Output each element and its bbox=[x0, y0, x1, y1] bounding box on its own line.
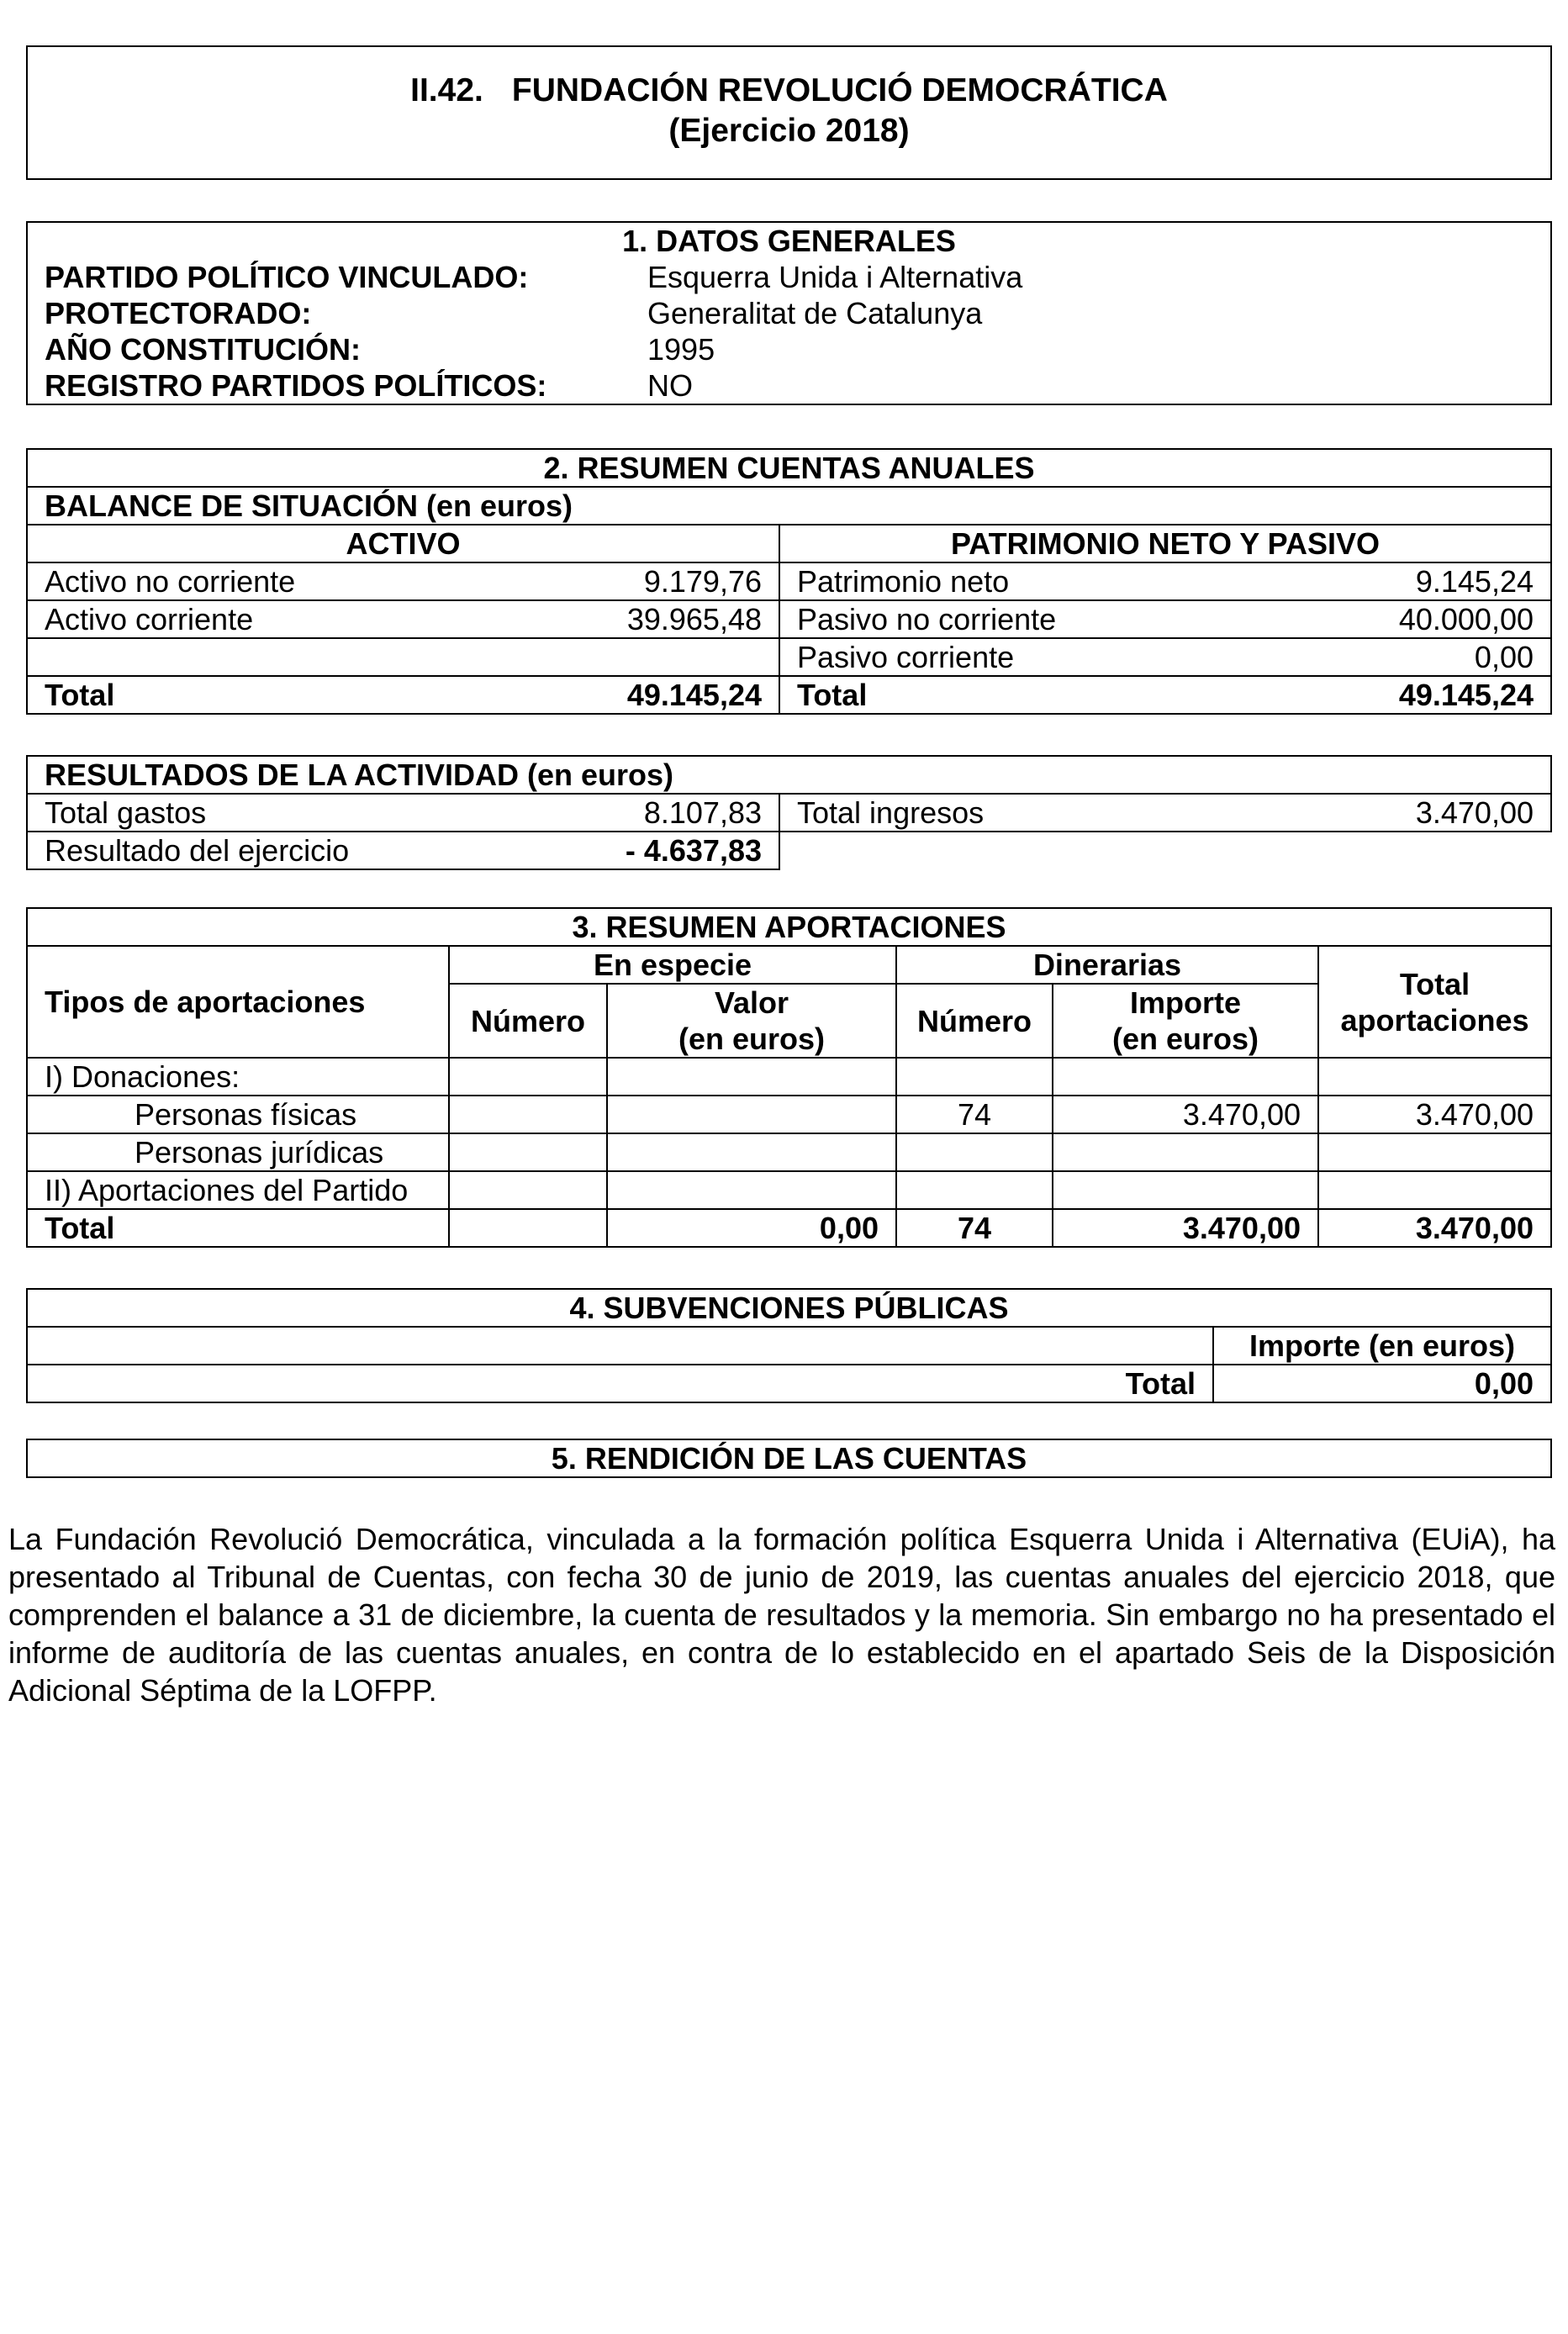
importe-total-cell: 3.470,00 bbox=[1053, 1209, 1318, 1247]
activo-value: 9.179,76 bbox=[569, 562, 779, 600]
table-row bbox=[27, 295, 1551, 331]
activo-value: 39.965,48 bbox=[569, 600, 779, 638]
aportaciones-heading: 3. RESUMEN APORTACIONES bbox=[27, 908, 1551, 946]
col-numero-especie: Número bbox=[449, 984, 607, 1058]
activo-header: ACTIVO bbox=[27, 525, 779, 562]
pasivo-header: PATRIMONIO NETO Y PASIVO bbox=[779, 525, 1551, 562]
resumen-cuentas-heading: 2. RESUMEN CUENTAS ANUALES bbox=[27, 449, 1551, 487]
col-numero-dinerarias: Número bbox=[896, 984, 1053, 1058]
row-label: REGISTRO PARTIDOS POLÍTICOS: bbox=[45, 368, 547, 403]
importe-header: Importe (en euros) bbox=[1213, 1327, 1551, 1365]
tipo-cell: Personas físicas bbox=[27, 1096, 449, 1133]
document-title-box bbox=[26, 45, 1552, 180]
datos-generales-table bbox=[26, 221, 1552, 405]
table-row bbox=[27, 562, 1551, 600]
table-row bbox=[27, 331, 1551, 367]
row-value: NO bbox=[647, 368, 693, 403]
valor-cell bbox=[607, 1171, 896, 1209]
subvenciones-table bbox=[26, 1288, 1552, 1403]
subvenciones-heading: 4. SUBVENCIONES PÚBLICAS bbox=[27, 1289, 1551, 1327]
balance-title: BALANCE DE SITUACIÓN (en euros) bbox=[27, 487, 1551, 525]
col-importe-header bbox=[1053, 984, 1318, 1058]
numero-dinerarias-cell: 74 bbox=[896, 1096, 1053, 1133]
numero-dinerarias-cell bbox=[896, 1058, 1053, 1096]
resultados-table bbox=[26, 755, 1552, 870]
col-importe-line2: (en euros) bbox=[1111, 1022, 1259, 1056]
row-label: AÑO CONSTITUCIÓN: bbox=[45, 332, 361, 367]
activo-value bbox=[569, 638, 779, 676]
ingresos-value: 3.470,00 bbox=[1317, 794, 1551, 832]
activo-total-label: Total bbox=[27, 676, 569, 714]
subvenciones-total-value: 0,00 bbox=[1213, 1365, 1551, 1402]
col-valor-header bbox=[607, 984, 896, 1058]
gastos-label: Total gastos bbox=[27, 794, 569, 832]
importe-cell: 3.470,00 bbox=[1053, 1096, 1318, 1133]
tipo-cell: I) Donaciones: bbox=[27, 1058, 449, 1096]
resultados-title: RESULTADOS DE LA ACTIVIDAD (en euros) bbox=[27, 756, 1551, 794]
total-cell bbox=[1318, 1058, 1551, 1096]
valor-cell bbox=[607, 1096, 896, 1133]
col-total-line2: aportaciones bbox=[1340, 1002, 1529, 1038]
balance-table bbox=[26, 448, 1552, 715]
numero-especie-total-cell bbox=[449, 1209, 607, 1247]
valor-cell bbox=[607, 1058, 896, 1096]
total-cell bbox=[1318, 1133, 1551, 1171]
col-importe-line1: Importe bbox=[1129, 985, 1241, 1020]
activo-label bbox=[27, 638, 569, 676]
table-row bbox=[27, 1171, 1551, 1209]
col-tipos-header: Tipos de aportaciones bbox=[27, 946, 449, 1058]
row-value: Generalitat de Catalunya bbox=[647, 296, 983, 330]
group-especie-header: En especie bbox=[449, 946, 896, 984]
empty-cell bbox=[27, 1327, 1213, 1365]
table-row bbox=[27, 1133, 1551, 1171]
importe-cell bbox=[1053, 1058, 1318, 1096]
resultado-value: - 4.637,83 bbox=[569, 832, 779, 869]
table-row-total bbox=[27, 1365, 1551, 1402]
table-row bbox=[27, 794, 1551, 832]
numero-especie-cell bbox=[449, 1133, 607, 1171]
group-dinerarias-header: Dinerarias bbox=[896, 946, 1318, 984]
table-row bbox=[27, 832, 1551, 869]
tipo-total-cell: Total bbox=[27, 1209, 449, 1247]
foundation-name: FUNDACIÓN REVOLUCIÓ DEMOCRÁTICA bbox=[511, 72, 1168, 108]
pasivo-total-value: 49.145,24 bbox=[1317, 676, 1551, 714]
valor-cell bbox=[607, 1133, 896, 1171]
total-cell bbox=[1318, 1171, 1551, 1209]
rendicion-heading: 5. RENDICIÓN DE LAS CUENTAS bbox=[27, 1439, 1551, 1477]
col-total-header bbox=[1318, 946, 1551, 1058]
table-row bbox=[27, 367, 1551, 404]
activo-label: Activo no corriente bbox=[27, 562, 569, 600]
table-row bbox=[27, 1096, 1551, 1133]
pasivo-label: Pasivo no corriente bbox=[779, 600, 1317, 638]
row-value: Esquerra Unida i Alternativa bbox=[647, 260, 1023, 294]
pasivo-value: 0,00 bbox=[1317, 638, 1551, 676]
numero-especie-cell bbox=[449, 1058, 607, 1096]
tipo-cell: Personas jurídicas bbox=[27, 1133, 449, 1171]
table-row-total bbox=[27, 1209, 1551, 1247]
tipo-cell: II) Aportaciones del Partido bbox=[27, 1171, 449, 1209]
table-row bbox=[27, 638, 1551, 676]
empty-cell bbox=[779, 832, 1551, 869]
table-row bbox=[27, 259, 1551, 295]
importe-cell bbox=[1053, 1133, 1318, 1171]
table-row-total bbox=[27, 676, 1551, 714]
aportaciones-table bbox=[26, 907, 1552, 1248]
total-cell: 3.470,00 bbox=[1318, 1096, 1551, 1133]
pasivo-label: Pasivo corriente bbox=[779, 638, 1317, 676]
col-valor-line1: Valor bbox=[714, 985, 789, 1020]
importe-cell bbox=[1053, 1171, 1318, 1209]
row-value: 1995 bbox=[647, 332, 715, 367]
gastos-value: 8.107,83 bbox=[569, 794, 779, 832]
rendicion-table bbox=[26, 1439, 1552, 1478]
resultado-label: Resultado del ejercicio bbox=[27, 832, 569, 869]
pasivo-value: 9.145,24 bbox=[1317, 562, 1551, 600]
fiscal-year: (Ejercicio 2018) bbox=[668, 113, 910, 149]
table-row bbox=[27, 1058, 1551, 1096]
row-label: PROTECTORADO: bbox=[45, 296, 312, 330]
activo-total-value: 49.145,24 bbox=[569, 676, 779, 714]
section-number: II.42. bbox=[410, 72, 483, 108]
numero-dinerarias-cell bbox=[896, 1171, 1053, 1209]
activo-label: Activo corriente bbox=[27, 600, 569, 638]
subvenciones-total-label: Total bbox=[27, 1365, 1213, 1402]
total-aportaciones-cell: 3.470,00 bbox=[1318, 1209, 1551, 1247]
rendicion-paragraph: La Fundación Revolució Democrática, vinculada a la formación política Esquerra Unida i Alternativa (EUiA), ha presentado al Tribunal de Cuentas, con fecha 30 de junio de 2019, las cuentas anuales del ejercicio 2018, que comprenden el balance a 31 de diciembre, la cuenta de resultados y la memoria. Sin embargo no ha presentado el informe de auditoría de las cuentas anuales, en contra de lo establecido en el apartado Seis de la Disposición Adicional Séptima de la LOFPP. bbox=[8, 1522, 1555, 1708]
numero-especie-cell bbox=[449, 1171, 607, 1209]
row-label: PARTIDO POLÍTICO VINCULADO: bbox=[45, 260, 529, 294]
col-total-line1: Total bbox=[1399, 966, 1470, 1001]
pasivo-value: 40.000,00 bbox=[1317, 600, 1551, 638]
pasivo-total-label: Total bbox=[779, 676, 1317, 714]
valor-total-cell: 0,00 bbox=[607, 1209, 896, 1247]
numero-especie-cell bbox=[449, 1096, 607, 1133]
table-row bbox=[27, 600, 1551, 638]
col-valor-line2: (en euros) bbox=[678, 1022, 826, 1056]
pasivo-label: Patrimonio neto bbox=[779, 562, 1317, 600]
numero-dinerarias-total-cell: 74 bbox=[896, 1209, 1053, 1247]
datos-generales-heading: 1. DATOS GENERALES bbox=[622, 224, 956, 258]
numero-dinerarias-cell bbox=[896, 1133, 1053, 1171]
ingresos-label: Total ingresos bbox=[779, 794, 1317, 832]
